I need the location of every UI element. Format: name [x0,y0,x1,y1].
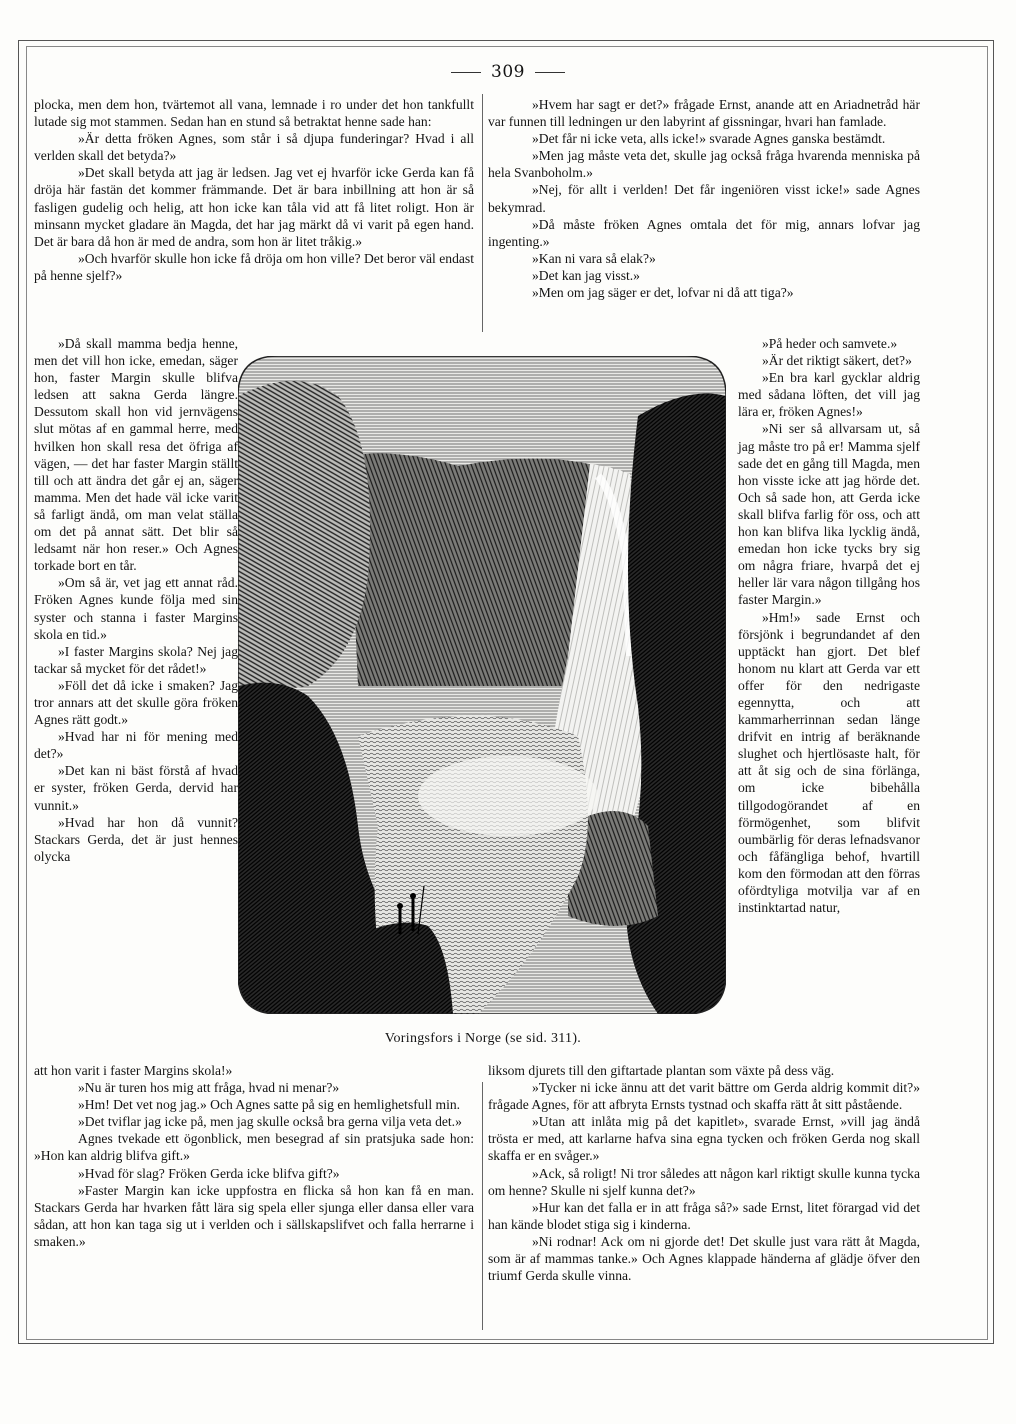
paragraph: »Ni ser så allvarsam ut, så jag måste tro på er! Mamma sjelf sade det en gång till Magda, men hon visste icke att jag hörde det. Och så sade hon, att Gerda icke skall blifva farlig för oss, och att hon kan blifva lika lycklig ändå, emedan hon icke tycks bry sig om några friare, hvarpå det ej heller lär vara någon tillgång hos faster Margin.» [738,421,920,608]
paragraph: »Hvad har hon då vunnit? Stackars Gerda, det är just hennes olycka [34,814,238,864]
column-rule-bottom [482,1082,483,1330]
paragraph: »Men jag måste veta det, skulle jag också fråga hvarenda menniska på hela Svanboholm.» [488,148,920,181]
paragraph: »Om så är, vet jag ett annat råd. Fröken Agnes kunde följa med sin syster och stanna i faster Margins skola en tid.» [34,575,238,642]
paragraph: »Hvad har ni för mening med det?» [34,729,238,762]
paragraph: »Det kan ni bäst förstå af hvad er syster, fröken Gerda, dervid har vunnit.» [34,763,238,813]
paragraph: »Då skall mamma bedja henne, men det vill hon icke, emedan, säger hon, faster Margin skulle blifva ledsen att sakna Gerda längre. Dessutom skall hon vid jernvägens slut mötas af en gammal herre, med hvilken hon skall resa det öfriga af vägen, — det har faster Margin ställt till och att ändra det går ej an, säger mamma. Men det hade väl icke varit så farligt ändå, om man velat ställa om det på annat sätt. Det blir så ledsamt när hon reser.» Och Agnes torkade bort en tår. [34,336,238,574]
paragraph: »Det får ni icke veta, alls icke!» svarade Agnes ganska bestämdt. [532,131,886,147]
text-top-left [34,96,474,284]
paragraph: »En bra karl gycklar aldrig med sådana löften, det vill jag lära er, fröken Agnes!» [738,370,920,420]
figure-caption: Voringsfors i Norge (se sid. 311). [384,1031,582,1046]
text-bottom-left [34,1062,474,1250]
paragraph: »Faster Margin kan icke uppfostra en flicka så hon kan få en man. Stackars Gerda har hvarken fått lära sig spela eller sjunga eller dansa eller vara sådan, att hon kan taga sig ut i verlden och i sällskapslifvet och falla herrarne i smaken.» [34,1182,474,1249]
paragraph: »Hur kan det falla er in att fråga så?» sade Ernst, litet förargad vid det han kände blodet stiga sig i kinderna. [488,1199,920,1232]
text-left-narrow [34,335,238,865]
paragraph: »På heder och samvete.» [762,336,898,351]
paragraph: »Det kan jag visst.» [532,267,640,283]
paragraph: »Nej, för allt i verlden! Det får ingeniören visst icke!» sade Agnes bekymrad. [488,182,920,215]
paragraph: att hon varit i faster Margins skola!» [34,1063,233,1078]
paragraph: »Men om jag säger er det, lofvar ni då att tiga?» [532,285,794,301]
paragraph: plocka, men dem hon, tvärtemot all vana, lemnade i ro under det hon tankfullt lutade sig mot stammen. Sedan han en stund så betraktat henne sade han: [34,97,474,130]
paragraph: »Är detta fröken Agnes, som står i så djupa funderingar? Hvad i all verlden skall det betyda?» [34,131,474,164]
waterfall-engraving [238,356,726,1014]
paragraph: »Utan att inlåta mig på det kapitlet», svarade Ernst, »vill jag ändå trösta er med, att karlarne hafva sina egna tycken och fröken Gerda nog skall skaffa er en svåger.» [488,1114,920,1164]
paragraph: liksom djurets till den giftartade plantan som växte på dess väg. [488,1063,835,1078]
paragraph: »Hvad för slag? Fröken Gerda icke blifva gift?» [78,1165,340,1181]
paragraph: »Kan ni vara så elak?» [532,250,656,266]
text-top-right [488,96,920,301]
paragraph: »Och hvarför skulle hon icke få dröja om hon ville? Det beror väl endast på henne sjelf?» [34,250,474,283]
paragraph: »I faster Margins skola? Nej jag tackar så mycket för det rådet!» [34,643,238,676]
page-number: 309 [0,62,1016,82]
paragraph: »Ni rodnar! Ack om ni gjorde det! Det skulle just vara rätt åt Magda, som är af mammas tanke.» Och Agnes klappade händerna af glädje öfver den triumf Gerda skulle vinna. [488,1233,920,1284]
text-right-narrow [738,335,920,916]
paragraph: »Ack, så roligt! Ni tror således att någon karl riktigt skulle kunna tycka om henne? Skulle ni sjelf kunna det?» [488,1165,920,1198]
paragraph: »Hm!» sade Ernst och försjönk i begrundandet af den upptäckt han gjort. Det blef honom nu klart att Gerda var ett offer för den nedrigaste egennytta, och att kammarherrinnan sedan länge drifvit en intrig af beräknande slughet och hjertlösaste halt, för att åt sig och de sina förlänga, om icke bibehålla tillgodogörandet af en förmögenhet, som blifvit oumbärlig för deras lefnadsvanor och fåfängliga behof, hvartill kom den förmodan att den förras ofördtyliga motvilja var af en instinktartad natur, [738,609,920,916]
paragraph: »Då måste fröken Agnes omtala det för mig, annars lofvar jag ingenting.» [488,216,920,249]
paragraph: »Är det riktigt säkert, det?» [762,353,912,369]
text-bottom-right [488,1062,920,1284]
paragraph: »Det tviflar jag icke på, men jag skulle också bra gerna vilja veta det.» [78,1114,462,1130]
paragraph: »Nu är turen hos mig att fråga, hvad ni menar?» [78,1080,340,1096]
paragraph: »Tycker ni icke ännu att det varit bättre om Gerda aldrig kommit dit?» frågade Agnes, för att afbryta Ernsts tystnad och skaffa rätt åt sitt påstående. [488,1080,920,1113]
paragraph: »Hm! Det vet nog jag.» Och Agnes satte på sig en hemlighetsfull min. [78,1097,461,1113]
paragraph: »Det skall betyda att jag är ledsen. Jag vet ej hvarför icke Gerda kan få dröja här fastän det kommer främmande. Det är bara inbillning att hon är så fasligen gudelig och helig, att hon icke kan tåla vid att få litet roligt. Hon är minsann mycket gladare än Magda, det har jag märkt då vi varit på egen hand. Det är bara då hon är med de andra, som hon är litet tråkig.» [34,165,474,249]
paragraph: »Föll det då icke i smaken? Jag tror annars att det skulle göra fröken Agnes rätt godt.» [34,677,238,728]
paragraph: »Hvem har sagt er det?» frågade Ernst, anande att en Ariadnetråd här var funnen till ledningen ur den labyrint af gissningar, hvari han famlade. [488,97,920,130]
paragraph: Agnes tvekade ett ögonblick, men besegrad af sin pratsjuka sade hon: »Hon kan aldrig blifva gift.» [34,1131,474,1164]
column-rule-top [482,94,483,332]
